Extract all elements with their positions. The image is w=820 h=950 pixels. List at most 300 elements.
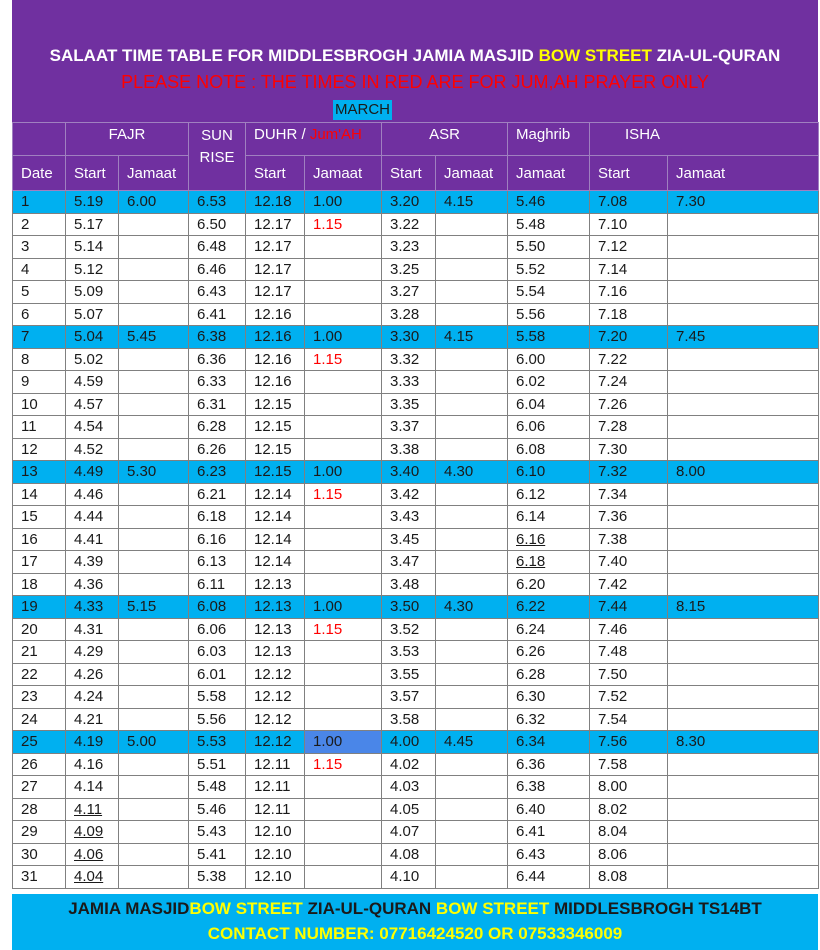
cell-isha-start: 7.56	[590, 731, 668, 754]
cell-sunrise: 6.53	[189, 191, 246, 214]
cell-fajr-start: 4.52	[66, 438, 119, 461]
cell-fajr-jamaat: 5.00	[119, 731, 189, 754]
table-row	[13, 731, 819, 754]
cell-fajr-start: 4.49	[66, 461, 119, 484]
footer-address	[12, 899, 818, 919]
cell-asr-start: 3.38	[382, 438, 436, 461]
table-row	[13, 821, 819, 844]
cell-sunrise: 6.23	[189, 461, 246, 484]
cell-sunrise: 5.51	[189, 753, 246, 776]
cell-fajr-jamaat	[119, 281, 189, 304]
cell-duhr-start: 12.12	[246, 731, 305, 754]
table-row	[13, 798, 819, 821]
cell-fajr-start: 5.14	[66, 236, 119, 259]
cell-asr-jamaat: 4.30	[436, 461, 508, 484]
table-row	[13, 551, 819, 574]
cell-asr-start: 3.20	[382, 191, 436, 214]
cell-fajr-start: 4.46	[66, 483, 119, 506]
cell-duhr-jamaat	[305, 371, 382, 394]
cell-duhr-jamaat	[305, 641, 382, 664]
cell-sunrise: 6.13	[189, 551, 246, 574]
col-sunrise: SUN RISE	[189, 123, 246, 191]
cell-fajr-start: 4.06	[66, 843, 119, 866]
cell-maghrib: 6.00	[508, 348, 590, 371]
cell-asr-start: 4.02	[382, 753, 436, 776]
cell-fajr-jamaat	[119, 393, 189, 416]
table-row	[13, 596, 819, 619]
title-highlight: BOW STREET	[538, 46, 652, 65]
cell-asr-jamaat	[436, 686, 508, 709]
cell-isha-start: 8.06	[590, 843, 668, 866]
cell-isha-start: 7.50	[590, 663, 668, 686]
cell-asr-start: 3.23	[382, 236, 436, 259]
header-row-prayers	[13, 123, 819, 156]
cell-isha-jamaat	[668, 281, 819, 304]
cell-asr-jamaat	[436, 776, 508, 799]
cell-fajr-start: 5.02	[66, 348, 119, 371]
col-fajr: FAJR	[66, 123, 189, 156]
cell-asr-jamaat	[436, 753, 508, 776]
cell-fajr-jamaat	[119, 663, 189, 686]
cell-isha-jamaat: 7.45	[668, 326, 819, 349]
cell-maghrib: 6.38	[508, 776, 590, 799]
cell-asr-start: 3.47	[382, 551, 436, 574]
cell-maghrib: 6.32	[508, 708, 590, 731]
cell-asr-start: 3.55	[382, 663, 436, 686]
cell-sunrise: 6.28	[189, 416, 246, 439]
cell-asr-jamaat	[436, 821, 508, 844]
cell-duhr-jamaat	[305, 663, 382, 686]
cell-fajr-jamaat	[119, 618, 189, 641]
cell-asr-start: 3.25	[382, 258, 436, 281]
col-fajr-jamaat: Jamaat	[119, 156, 189, 191]
cell-isha-jamaat	[668, 483, 819, 506]
cell-isha-jamaat	[668, 438, 819, 461]
cell-asr-start: 3.37	[382, 416, 436, 439]
cell-asr-start: 3.50	[382, 596, 436, 619]
cell-duhr-jamaat	[305, 303, 382, 326]
cell-duhr-jamaat	[305, 551, 382, 574]
cell-date: 29	[13, 821, 66, 844]
cell-duhr-start: 12.10	[246, 821, 305, 844]
cell-asr-start: 3.45	[382, 528, 436, 551]
cell-asr-jamaat	[436, 416, 508, 439]
cell-date: 31	[13, 866, 66, 889]
cell-fajr-jamaat	[119, 753, 189, 776]
cell-maghrib: 6.36	[508, 753, 590, 776]
cell-asr-jamaat	[436, 438, 508, 461]
cell-isha-jamaat: 8.00	[668, 461, 819, 484]
header-row-sub	[13, 156, 819, 191]
cell-duhr-start: 12.13	[246, 618, 305, 641]
cell-date: 22	[13, 663, 66, 686]
cell-date: 14	[13, 483, 66, 506]
cell-fajr-start: 4.26	[66, 663, 119, 686]
cell-date: 6	[13, 303, 66, 326]
cell-isha-jamaat	[668, 303, 819, 326]
cell-fajr-start: 4.24	[66, 686, 119, 709]
cell-isha-start: 7.42	[590, 573, 668, 596]
cell-isha-jamaat	[668, 776, 819, 799]
cell-isha-start: 7.46	[590, 618, 668, 641]
cell-duhr-start: 12.13	[246, 596, 305, 619]
cell-asr-start: 3.48	[382, 573, 436, 596]
cell-duhr-jamaat	[305, 236, 382, 259]
cell-sunrise: 6.08	[189, 596, 246, 619]
cell-date: 8	[13, 348, 66, 371]
cell-isha-start: 7.10	[590, 213, 668, 236]
cell-isha-start: 7.16	[590, 281, 668, 304]
cell-date: 27	[13, 776, 66, 799]
cell-asr-jamaat	[436, 258, 508, 281]
cell-sunrise: 6.38	[189, 326, 246, 349]
cell-fajr-start: 5.04	[66, 326, 119, 349]
header-banner	[12, 0, 818, 123]
salaat-timetable	[12, 122, 819, 889]
cell-duhr-jamaat	[305, 393, 382, 416]
cell-asr-jamaat	[436, 528, 508, 551]
col-maghrib-jamaat: Jamaat	[508, 156, 590, 191]
cell-isha-start: 7.52	[590, 686, 668, 709]
cell-fajr-jamaat	[119, 416, 189, 439]
table-row	[13, 708, 819, 731]
cell-maghrib: 5.54	[508, 281, 590, 304]
cell-asr-jamaat	[436, 483, 508, 506]
cell-sunrise: 6.16	[189, 528, 246, 551]
cell-isha-jamaat	[668, 821, 819, 844]
cell-asr-start: 3.35	[382, 393, 436, 416]
table-row	[13, 776, 819, 799]
cell-duhr-jamaat	[305, 281, 382, 304]
cell-asr-start: 4.10	[382, 866, 436, 889]
cell-duhr-start: 12.18	[246, 191, 305, 214]
table-row	[13, 393, 819, 416]
cell-duhr-start: 12.16	[246, 326, 305, 349]
cell-isha-jamaat	[668, 866, 819, 889]
cell-fajr-jamaat	[119, 573, 189, 596]
cell-asr-jamaat	[436, 573, 508, 596]
cell-fajr-start: 4.41	[66, 528, 119, 551]
cell-maghrib: 6.43	[508, 843, 590, 866]
cell-fajr-start: 4.36	[66, 573, 119, 596]
cell-duhr-jamaat: 1.00	[305, 596, 382, 619]
cell-date: 11	[13, 416, 66, 439]
col-jumah-label: Jum'AH	[309, 126, 362, 143]
cell-sunrise: 5.58	[189, 686, 246, 709]
cell-date: 7	[13, 326, 66, 349]
title-text-2: ZIA-UL-QURAN	[651, 46, 781, 65]
cell-isha-start: 7.08	[590, 191, 668, 214]
cell-asr-jamaat	[436, 641, 508, 664]
cell-fajr-jamaat	[119, 483, 189, 506]
cell-fajr-start: 4.39	[66, 551, 119, 574]
cell-fajr-jamaat	[119, 371, 189, 394]
cell-duhr-start: 12.16	[246, 303, 305, 326]
cell-sunrise: 5.38	[189, 866, 246, 889]
cell-duhr-start: 12.12	[246, 686, 305, 709]
cell-isha-start: 7.20	[590, 326, 668, 349]
cell-fajr-start: 5.09	[66, 281, 119, 304]
cell-asr-start: 3.33	[382, 371, 436, 394]
cell-sunrise: 5.56	[189, 708, 246, 731]
cell-fajr-jamaat	[119, 843, 189, 866]
cell-sunrise: 5.41	[189, 843, 246, 866]
table-row	[13, 866, 819, 889]
cell-duhr-jamaat	[305, 686, 382, 709]
cell-isha-start: 7.32	[590, 461, 668, 484]
cell-duhr-jamaat	[305, 843, 382, 866]
cell-date: 30	[13, 843, 66, 866]
cell-duhr-jamaat	[305, 416, 382, 439]
cell-fajr-start: 4.14	[66, 776, 119, 799]
col-duhr-label: DUHR /	[254, 126, 310, 143]
cell-fajr-start: 5.07	[66, 303, 119, 326]
cell-duhr-jamaat	[305, 258, 382, 281]
cell-duhr-start: 12.10	[246, 843, 305, 866]
cell-asr-start: 4.07	[382, 821, 436, 844]
cell-asr-start: 3.30	[382, 326, 436, 349]
cell-asr-jamaat	[436, 798, 508, 821]
cell-fajr-start: 4.19	[66, 731, 119, 754]
cell-maghrib: 6.30	[508, 686, 590, 709]
footer-contact: CONTACT NUMBER: 07716424520 OR 07533346009	[207, 924, 623, 943]
cell-duhr-start: 12.14	[246, 483, 305, 506]
cell-isha-jamaat	[668, 528, 819, 551]
cell-duhr-start: 12.15	[246, 461, 305, 484]
cell-isha-jamaat	[668, 416, 819, 439]
cell-fajr-start: 4.59	[66, 371, 119, 394]
cell-isha-start: 7.26	[590, 393, 668, 416]
cell-fajr-jamaat: 5.30	[119, 461, 189, 484]
cell-isha-jamaat: 7.30	[668, 191, 819, 214]
cell-duhr-start: 12.17	[246, 213, 305, 236]
footer-text-2: ZIA-UL-QURAN	[302, 899, 436, 918]
cell-asr-start: 3.52	[382, 618, 436, 641]
cell-maghrib: 6.44	[508, 866, 590, 889]
cell-asr-jamaat: 4.30	[436, 596, 508, 619]
cell-sunrise: 5.53	[189, 731, 246, 754]
table-row	[13, 281, 819, 304]
col-duhr	[246, 123, 382, 156]
cell-isha-start: 7.30	[590, 438, 668, 461]
cell-duhr-start: 12.15	[246, 438, 305, 461]
cell-fajr-jamaat	[119, 528, 189, 551]
cell-isha-jamaat	[668, 506, 819, 529]
table-row	[13, 686, 819, 709]
cell-asr-start: 3.27	[382, 281, 436, 304]
cell-duhr-start: 12.16	[246, 348, 305, 371]
cell-asr-start: 3.32	[382, 348, 436, 371]
cell-fajr-jamaat	[119, 776, 189, 799]
cell-duhr-start: 12.11	[246, 798, 305, 821]
cell-fajr-start: 4.04	[66, 866, 119, 889]
cell-duhr-jamaat: 1.00	[305, 191, 382, 214]
cell-duhr-start: 12.17	[246, 281, 305, 304]
cell-fajr-start: 4.11	[66, 798, 119, 821]
cell-duhr-start: 12.15	[246, 416, 305, 439]
cell-duhr-jamaat: 1.15	[305, 483, 382, 506]
cell-date: 28	[13, 798, 66, 821]
cell-isha-jamaat	[668, 213, 819, 236]
cell-fajr-jamaat	[119, 821, 189, 844]
cell-duhr-start: 12.17	[246, 258, 305, 281]
cell-asr-start: 3.58	[382, 708, 436, 731]
cell-isha-jamaat: 8.15	[668, 596, 819, 619]
cell-sunrise: 6.48	[189, 236, 246, 259]
table-row	[13, 326, 819, 349]
cell-sunrise: 6.46	[189, 258, 246, 281]
cell-duhr-jamaat	[305, 573, 382, 596]
col-asr: ASR	[382, 123, 508, 156]
table-row	[13, 371, 819, 394]
cell-isha-start: 7.44	[590, 596, 668, 619]
cell-fajr-jamaat	[119, 708, 189, 731]
cell-isha-start: 7.28	[590, 416, 668, 439]
cell-fajr-jamaat	[119, 798, 189, 821]
month-label: MARCH	[335, 101, 390, 118]
cell-fajr-jamaat	[119, 506, 189, 529]
cell-maghrib: 6.08	[508, 438, 590, 461]
cell-asr-jamaat	[436, 303, 508, 326]
cell-isha-jamaat	[668, 641, 819, 664]
col-asr-jamaat: Jamaat	[436, 156, 508, 191]
cell-fajr-jamaat	[119, 348, 189, 371]
cell-isha-jamaat	[668, 236, 819, 259]
cell-maghrib: 6.02	[508, 371, 590, 394]
footer-text-3: MIDDLESBROGH TS14BT	[549, 899, 762, 918]
cell-duhr-jamaat: 1.00	[305, 461, 382, 484]
cell-date: 1	[13, 191, 66, 214]
cell-asr-jamaat: 4.15	[436, 326, 508, 349]
cell-fajr-jamaat	[119, 258, 189, 281]
cell-asr-jamaat	[436, 708, 508, 731]
table-row	[13, 573, 819, 596]
cell-date: 3	[13, 236, 66, 259]
cell-isha-start: 7.40	[590, 551, 668, 574]
cell-date: 16	[13, 528, 66, 551]
cell-asr-start: 3.42	[382, 483, 436, 506]
table-row	[13, 461, 819, 484]
cell-duhr-jamaat	[305, 798, 382, 821]
cell-asr-start: 4.05	[382, 798, 436, 821]
cell-fajr-start: 4.57	[66, 393, 119, 416]
cell-maghrib: 6.20	[508, 573, 590, 596]
cell-asr-jamaat	[436, 371, 508, 394]
table-row	[13, 618, 819, 641]
cell-sunrise: 6.06	[189, 618, 246, 641]
cell-asr-jamaat	[436, 236, 508, 259]
cell-duhr-jamaat	[305, 506, 382, 529]
cell-isha-start: 7.24	[590, 371, 668, 394]
cell-asr-jamaat	[436, 213, 508, 236]
cell-duhr-jamaat	[305, 821, 382, 844]
col-duhr-start: Start	[246, 156, 305, 191]
cell-sunrise: 6.33	[189, 371, 246, 394]
cell-maghrib: 6.22	[508, 596, 590, 619]
table-row	[13, 528, 819, 551]
cell-duhr-jamaat: 1.15	[305, 213, 382, 236]
cell-asr-start: 3.40	[382, 461, 436, 484]
cell-isha-start: 7.34	[590, 483, 668, 506]
cell-sunrise: 5.43	[189, 821, 246, 844]
cell-isha-jamaat: 8.30	[668, 731, 819, 754]
cell-fajr-start: 5.12	[66, 258, 119, 281]
footer-highlight-2: BOW STREET	[435, 899, 550, 918]
cell-sunrise: 6.21	[189, 483, 246, 506]
cell-fajr-start: 4.44	[66, 506, 119, 529]
cell-asr-start: 4.08	[382, 843, 436, 866]
cell-asr-jamaat	[436, 843, 508, 866]
cell-isha-jamaat	[668, 258, 819, 281]
cell-isha-start: 7.54	[590, 708, 668, 731]
footer-banner	[12, 894, 818, 950]
cell-duhr-start: 12.12	[246, 708, 305, 731]
cell-date: 19	[13, 596, 66, 619]
title-text-1: SALAAT TIME TABLE FOR MIDDLESBROGH JAMIA MASJID	[49, 46, 539, 65]
cell-date: 25	[13, 731, 66, 754]
cell-asr-start: 3.28	[382, 303, 436, 326]
cell-maghrib: 5.48	[508, 213, 590, 236]
cell-asr-jamaat	[436, 663, 508, 686]
table-row	[13, 191, 819, 214]
cell-isha-jamaat	[668, 618, 819, 641]
cell-duhr-jamaat: 1.15	[305, 348, 382, 371]
table-row	[13, 348, 819, 371]
cell-isha-jamaat	[668, 348, 819, 371]
cell-date: 20	[13, 618, 66, 641]
cell-fajr-jamaat: 5.45	[119, 326, 189, 349]
col-isha: ISHA	[590, 123, 819, 156]
table-row	[13, 843, 819, 866]
table-row	[13, 753, 819, 776]
cell-fajr-jamaat: 5.15	[119, 596, 189, 619]
cell-maghrib: 6.40	[508, 798, 590, 821]
cell-sunrise: 6.03	[189, 641, 246, 664]
cell-fajr-start: 5.17	[66, 213, 119, 236]
cell-isha-jamaat	[668, 393, 819, 416]
cell-sunrise: 6.50	[189, 213, 246, 236]
cell-maghrib: 6.18	[508, 551, 590, 574]
cell-asr-start: 4.00	[382, 731, 436, 754]
cell-date: 21	[13, 641, 66, 664]
cell-maghrib: 5.50	[508, 236, 590, 259]
cell-fajr-jamaat	[119, 438, 189, 461]
table-row	[13, 438, 819, 461]
cell-duhr-jamaat	[305, 528, 382, 551]
cell-isha-start: 7.22	[590, 348, 668, 371]
cell-sunrise: 6.36	[189, 348, 246, 371]
cell-fajr-start: 4.29	[66, 641, 119, 664]
cell-asr-jamaat	[436, 348, 508, 371]
cell-maghrib: 6.26	[508, 641, 590, 664]
cell-fajr-jamaat: 6.00	[119, 191, 189, 214]
cell-isha-jamaat	[668, 573, 819, 596]
cell-duhr-start: 12.13	[246, 641, 305, 664]
cell-fajr-jamaat	[119, 236, 189, 259]
col-asr-start: Start	[382, 156, 436, 191]
cell-date: 17	[13, 551, 66, 574]
cell-date: 26	[13, 753, 66, 776]
cell-date: 12	[13, 438, 66, 461]
cell-isha-start: 8.08	[590, 866, 668, 889]
table-row	[13, 506, 819, 529]
cell-maghrib: 5.52	[508, 258, 590, 281]
cell-isha-jamaat	[668, 798, 819, 821]
table-row	[13, 213, 819, 236]
footer-highlight-1: BOW STREET	[189, 899, 303, 918]
cell-asr-jamaat	[436, 506, 508, 529]
cell-fajr-jamaat	[119, 213, 189, 236]
